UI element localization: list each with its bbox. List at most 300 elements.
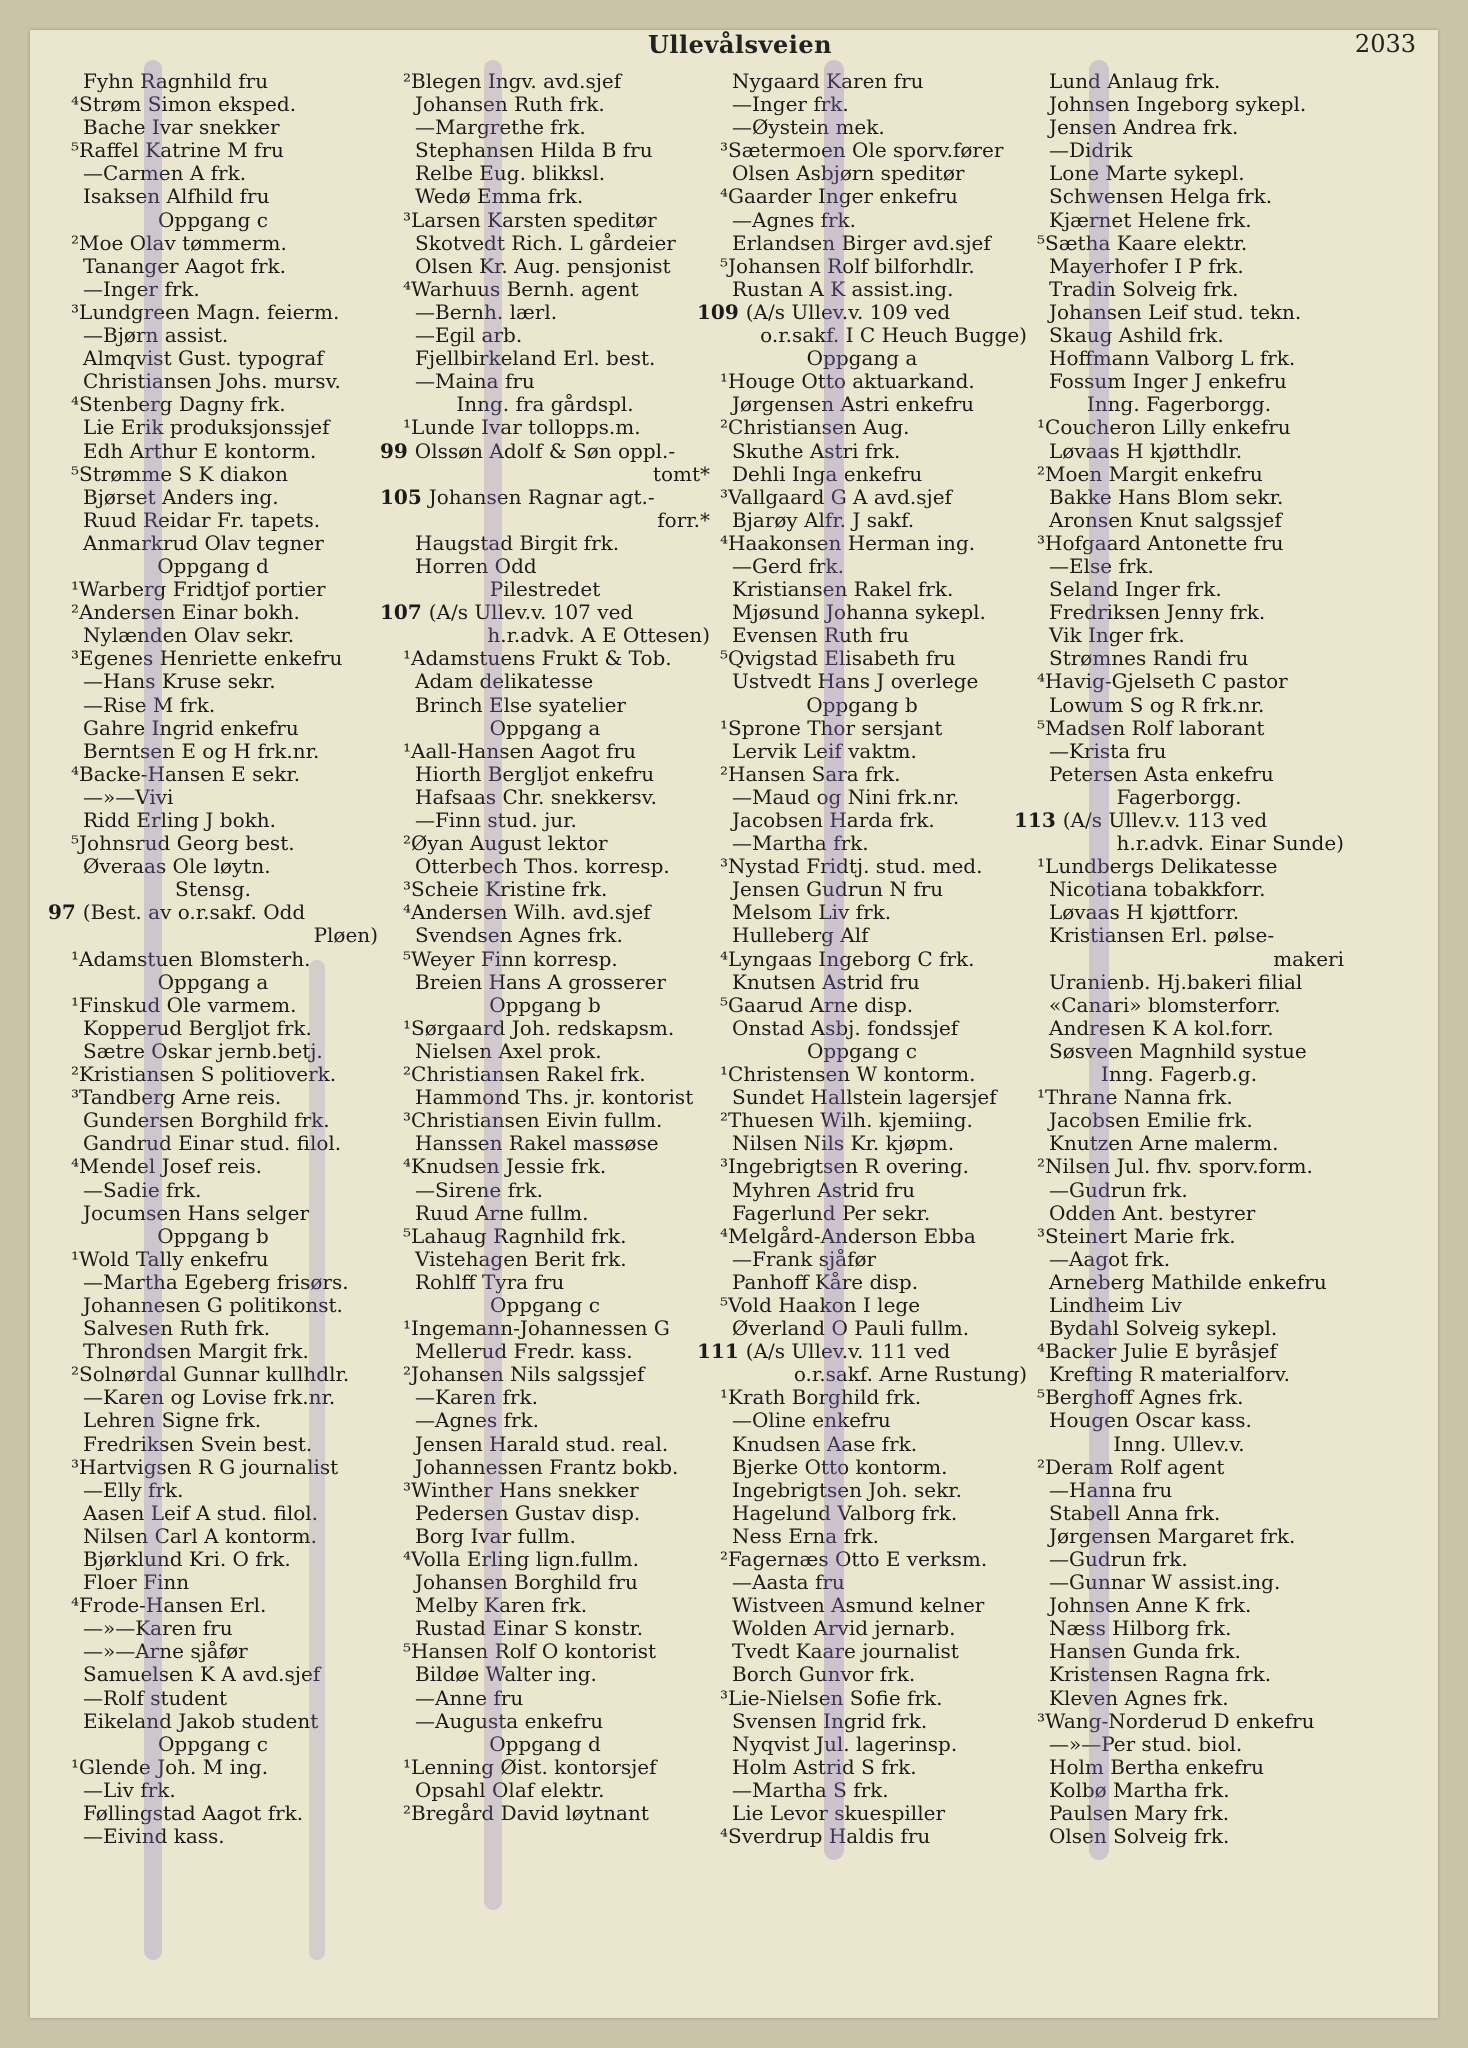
house-number-entry: [380, 486, 710, 509]
entry-text: Johannesen G politikonst.: [83, 1292, 343, 1317]
entry-text: Nilsen Jul. fhv. sporv.form.: [1045, 1154, 1313, 1179]
resident-entry: [380, 185, 710, 208]
house-number: 97: [48, 900, 83, 925]
resident-entry: [1014, 255, 1344, 278]
resident-entry: [697, 1086, 1027, 1109]
floor-marker: ³: [720, 484, 729, 509]
entry-text: Hougen Oscar kass.: [1049, 1408, 1252, 1433]
entry-text: —Eivind kass.: [83, 1824, 225, 1849]
resident-entry: [380, 855, 710, 878]
entry-text: Krefting R materialforv.: [1049, 1362, 1290, 1387]
resident-entry: [697, 1779, 1027, 1802]
resident-entry: [697, 1733, 1027, 1756]
entry-text: Moen Margit enkefru: [1045, 461, 1263, 486]
resident-entry: [1014, 1825, 1344, 1848]
resident-entry: [380, 1756, 710, 1779]
entry-text: Nicotiana tobakkforr.: [1049, 877, 1266, 902]
resident-entry: [48, 855, 378, 878]
entry-text: Løvaas H kjøtthdlr.: [1049, 438, 1243, 463]
resident-entry: [697, 601, 1027, 624]
entry-text: —Else frk.: [1049, 553, 1154, 578]
entry-text: Eikeland Jakob student: [83, 1708, 319, 1733]
resident-entry: [697, 1571, 1027, 1594]
entry-text: Knutzen Arne malerm.: [1049, 1131, 1279, 1156]
resident-entry: [48, 255, 378, 278]
entry-text: —Martha frk.: [732, 831, 869, 856]
entry-text: Relbe Eug. blikksl.: [415, 161, 606, 186]
entry-text: Gaarud Arne disp.: [728, 992, 914, 1017]
resident-entry: [380, 70, 710, 93]
resident-entry: [48, 624, 378, 647]
resident-entry: [1014, 209, 1344, 232]
resident-entry: [48, 1155, 378, 1178]
resident-entry: [1014, 1779, 1344, 1802]
entry-text: h.r.advk. Einar Sunde): [1116, 831, 1344, 856]
resident-entry: [48, 1687, 378, 1710]
entry-text: Andresen K A kol.forr.: [1049, 1015, 1274, 1040]
entry-text: Oppgang c: [158, 1731, 268, 1756]
entry-text: Oppgang b: [157, 1223, 269, 1248]
resident-entry: [697, 1502, 1027, 1525]
resident-entry: [697, 670, 1027, 693]
entry-text: Tvedt Kaare journalist: [732, 1639, 959, 1664]
entry-text: Jørgensen Margaret frk.: [1049, 1523, 1296, 1548]
entry-text: Thuesen Wilh. kjemiing.: [728, 1108, 973, 1133]
resident-entry: [697, 463, 1027, 486]
entry-text: Stephansen Hilda B fru: [415, 138, 653, 163]
resident-entry: [1014, 486, 1344, 509]
floor-marker: ⁴: [1037, 1339, 1046, 1364]
entry-text: Oppgang b: [806, 692, 918, 717]
resident-entry: [380, 1802, 710, 1825]
floor-marker: ³: [403, 207, 412, 232]
floor-marker: ³: [720, 854, 729, 879]
resident-entry: [697, 93, 1027, 116]
entry-text: Kristiansen S politioverk.: [79, 1062, 337, 1087]
floor-marker: ⁵: [403, 946, 412, 971]
resident-entry: [48, 740, 378, 763]
entry-text: tomt*: [652, 461, 710, 486]
resident-entry: [48, 1502, 378, 1525]
resident-entry: [1014, 647, 1344, 670]
resident-entry: [380, 209, 710, 232]
entry-text: Haakonsen Herman ing.: [728, 530, 976, 555]
resident-entry: [1014, 139, 1344, 162]
resident-entry: [380, 763, 710, 786]
entry-text: —Maud og Nini frk.nr.: [732, 784, 960, 809]
resident-entry: [697, 70, 1027, 93]
floor-marker: ³: [403, 1108, 412, 1133]
resident-entry: [380, 162, 710, 185]
resident-entry: [1014, 70, 1344, 93]
floor-marker: ²: [403, 1062, 412, 1087]
resident-entry: [697, 971, 1027, 994]
resident-entry: [48, 1802, 378, 1825]
resident-entry: [48, 278, 378, 301]
directory-column-1: [48, 70, 378, 1848]
entry-text: Houge Otto aktuarkand.: [728, 369, 975, 394]
resident-entry: [1014, 1456, 1344, 1479]
resident-entry: [380, 1363, 710, 1386]
entry-text: —Maina fru: [415, 369, 535, 394]
entry-text: —Margrethe frk.: [415, 115, 586, 140]
resident-entry: [48, 1086, 378, 1109]
resident-entry: [697, 162, 1027, 185]
floor-marker: ⁵: [720, 992, 729, 1017]
entry-text: Salvesen Ruth frk.: [83, 1316, 271, 1341]
floor-marker: ⁵: [1037, 230, 1046, 255]
entry-text: Johansen Ruth frk.: [415, 92, 605, 117]
entry-text: Andersen Wilh. avd.sjef: [411, 900, 651, 925]
resident-entry: [697, 532, 1027, 555]
entry-text: Vallgaard G A avd.sjef: [728, 484, 952, 509]
resident-entry: [697, 901, 1027, 924]
entry-text: Søsveen Magnhild systue: [1049, 1038, 1307, 1063]
resident-entry: [1014, 1040, 1344, 1063]
entry-text: Edh Arthur E kontorm.: [83, 438, 317, 463]
entry-text: Hagelund Valborg frk.: [732, 1500, 958, 1525]
entry-text: Johansen Ragnar agt.-: [428, 484, 655, 509]
resident-entry: [1014, 1548, 1344, 1571]
entry-text: Johnsen Ingeborg sykepl.: [1049, 92, 1307, 117]
resident-entry: [1014, 1294, 1344, 1317]
resident-entry: [697, 717, 1027, 740]
entry-text: —Egil arb.: [415, 323, 523, 348]
entry-text: Knutsen Astrid fru: [732, 969, 920, 994]
resident-entry: [1014, 1617, 1344, 1640]
entry-text: Gundersen Borghild frk.: [83, 1108, 330, 1133]
house-number: 109: [697, 299, 746, 324]
resident-entry: [48, 1248, 378, 1271]
resident-entry: [697, 1433, 1027, 1456]
entry-text: Hansen Rolf O kontorist: [411, 1639, 657, 1664]
resident-entry: [48, 1640, 378, 1663]
entry-text: Qvigstad Elisabeth fru: [728, 646, 956, 671]
resident-entry: [697, 1109, 1027, 1132]
entry-text: Bjørset Anders ing.: [83, 484, 279, 509]
entry-text: Oppgang a: [806, 346, 918, 371]
resident-entry: [697, 278, 1027, 301]
entrance-heading: [380, 994, 710, 1017]
resident-entry: [697, 370, 1027, 393]
entry-text: Sprone Thor sersjant: [728, 715, 943, 740]
resident-entry: [697, 1456, 1027, 1479]
entrance-heading: [48, 209, 378, 232]
entry-text: Erlandsen Birger avd.sjef: [732, 230, 991, 255]
resident-entry: [697, 832, 1027, 855]
entry-text: Christiansen Johs. mursv.: [83, 369, 341, 394]
resident-entry: [697, 1155, 1027, 1178]
resident-entry: [48, 1179, 378, 1202]
entry-text: Johansen Nils salgssjef: [411, 1362, 645, 1387]
entry-text: Bache Ivar snekker: [83, 115, 280, 140]
floor-marker: ⁵: [403, 1639, 412, 1664]
entry-text: —Martha Egeberg frisørs.: [83, 1269, 349, 1294]
resident-entry: [380, 255, 710, 278]
entry-text: Kolbø Martha frk.: [1049, 1777, 1230, 1802]
resident-entry: [48, 1294, 378, 1317]
entry-text: Rustad Einar S konstr.: [415, 1616, 644, 1641]
resident-entry: [380, 1525, 710, 1548]
resident-entry: [48, 763, 378, 786]
resident-entry: [48, 1617, 378, 1640]
resident-entry: [380, 1225, 710, 1248]
entrance-heading: [1014, 1433, 1344, 1456]
entrance-heading: [48, 1733, 378, 1756]
resident-entry: [48, 301, 378, 324]
entry-text: Johansen Rolf bilforhdlr.: [728, 253, 975, 278]
house-number: 99: [380, 438, 415, 463]
resident-entry: [1014, 1663, 1344, 1686]
resident-entry: [380, 924, 710, 947]
entrance-heading: [48, 1225, 378, 1248]
floor-marker: ³: [71, 1085, 80, 1110]
entrance-heading: [1014, 786, 1344, 809]
entry-text: Finskud Ole varmem.: [79, 992, 297, 1017]
resident-entry: [697, 185, 1027, 208]
entry-text: Holm Astrid S frk.: [732, 1754, 917, 1779]
entry-text: Seland Inger frk.: [1049, 577, 1222, 602]
resident-entry: [380, 1710, 710, 1733]
entry-text: Haugstad Birgit frk.: [415, 530, 620, 555]
resident-entry: [48, 948, 378, 971]
entry-text: Løvaas H kjøttforr.: [1049, 900, 1240, 925]
entry-text: Paulsen Mary frk.: [1049, 1801, 1230, 1826]
resident-entry: [1014, 901, 1344, 924]
resident-entry: [697, 647, 1027, 670]
entry-text: Stabell Anna frk.: [1049, 1500, 1221, 1525]
resident-entry: [48, 1040, 378, 1063]
resident-entry: [48, 370, 378, 393]
entry-text: —Bernh. lærl.: [415, 299, 558, 324]
entry-text: Hoffmann Valborg L frk.: [1049, 346, 1296, 371]
entrance-heading: [380, 578, 710, 601]
resident-entry: [1014, 1733, 1344, 1756]
entry-text: Bjerke Otto kontorm.: [732, 1454, 948, 1479]
entry-text: Nystad Fridtj. stud. med.: [728, 854, 983, 879]
resident-entry: [1014, 578, 1344, 601]
entry-text: Oppgang c: [807, 1038, 917, 1063]
resident-entry: [1014, 624, 1344, 647]
entrance-heading: [697, 1040, 1027, 1063]
resident-entry: [697, 1294, 1027, 1317]
floor-marker: ³: [1037, 1223, 1046, 1248]
resident-entry: [48, 1825, 378, 1848]
entry-text: Oppgang c: [490, 1292, 600, 1317]
floor-marker: ²: [720, 415, 729, 440]
resident-entry: [1014, 994, 1344, 1017]
resident-entry: [48, 1109, 378, 1132]
entry-text: Inng. Fagerb.g.: [1100, 1062, 1258, 1087]
floor-marker: ⁴: [71, 1154, 80, 1179]
resident-entry: [1014, 1155, 1344, 1178]
entry-text: (Best. av o.r.sakf. Odd: [82, 900, 306, 925]
entry-text: Øveraas Ole løytn.: [83, 854, 271, 879]
entry-text: Vistehagen Berit frk.: [415, 1246, 627, 1271]
entry-text: Schwensen Helga frk.: [1049, 184, 1273, 209]
floor-marker: ²: [1037, 1154, 1046, 1179]
entry-text: —»—Karen fru: [83, 1616, 233, 1641]
entry-text: —Gunnar W assist.ing.: [1049, 1570, 1281, 1595]
resident-entry: [1014, 717, 1344, 740]
entry-text: —Øystein mek.: [732, 115, 885, 140]
entry-text: Mjøsund Johanna sykepl.: [732, 600, 986, 625]
resident-entry: [1014, 1525, 1344, 1548]
resident-entry: [48, 1571, 378, 1594]
entry-text: Øyan August lektor: [411, 831, 608, 856]
entry-text: Jacobsen Harda frk.: [732, 808, 935, 832]
entry-text: makeri: [1273, 946, 1344, 971]
resident-entry: [380, 878, 710, 901]
resident-entry: [697, 1271, 1027, 1294]
entry-text: Kjærnet Helene frk.: [1049, 207, 1252, 232]
resident-entry: [48, 1386, 378, 1409]
floor-marker: ⁵: [71, 461, 80, 486]
entry-text: Opsahl Olaf elektr.: [415, 1777, 605, 1802]
floor-marker: ¹: [403, 1754, 412, 1779]
entry-continuation: [380, 509, 710, 532]
entry-text: Føllingstad Aagot frk.: [83, 1801, 304, 1826]
resident-entry: [697, 509, 1027, 532]
entry-continuation: [48, 924, 378, 947]
resident-entry: [697, 232, 1027, 255]
entry-text: Nilsen Carl A kontorm.: [83, 1523, 317, 1548]
resident-entry: [380, 1086, 710, 1109]
entry-text: Svendsen Agnes frk.: [415, 923, 623, 948]
resident-entry: [697, 1017, 1027, 1040]
entry-text: Lund Anlaug frk.: [1049, 69, 1221, 93]
entry-text: Hartvigsen R G journalist: [79, 1454, 339, 1479]
resident-entry: [380, 1571, 710, 1594]
entry-text: Næss Hilborg frk.: [1049, 1616, 1232, 1641]
floor-marker: ³: [403, 1477, 412, 1502]
entry-text: Fyhn Ragnhild fru: [83, 69, 269, 93]
entry-text: —Gudrun frk.: [1049, 1547, 1188, 1571]
resident-entry: [697, 1202, 1027, 1225]
entry-text: (A/s Ullev.v. 109 ved: [745, 299, 951, 324]
resident-entry: [1014, 878, 1344, 901]
entry-text: Sundet Hallstein lagersjef: [732, 1085, 997, 1110]
entry-text: Nilsen Nils Kr. kjøpm.: [732, 1131, 955, 1156]
floor-marker: ³: [720, 1685, 729, 1710]
floor-marker: ⁵: [71, 138, 80, 163]
entry-text: Lyngaas Ingeborg C frk.: [728, 946, 975, 971]
entry-text: Lunde Ivar tollopps.m.: [411, 415, 641, 440]
floor-marker: ⁴: [720, 1824, 729, 1849]
entry-text: Glende Joh. M ing.: [79, 1754, 269, 1779]
entry-text: Hiorth Bergljot enkefru: [415, 761, 655, 786]
resident-entry: [48, 670, 378, 693]
entry-text: —Liv frk.: [83, 1777, 176, 1802]
entry-text: Rustan A K assist.ing.: [732, 276, 954, 301]
entry-text: forr.*: [657, 507, 710, 532]
entry-text: —Rise M frk.: [83, 692, 216, 717]
entry-text: Floer Finn: [83, 1570, 190, 1595]
resident-entry: [380, 1409, 710, 1432]
floor-marker: ⁴: [403, 1154, 412, 1179]
resident-entry: [48, 1271, 378, 1294]
entry-text: Mayerhofer I P frk.: [1049, 253, 1244, 278]
resident-entry: [1014, 763, 1344, 786]
resident-entry: [48, 185, 378, 208]
resident-entry: [48, 1132, 378, 1155]
resident-entry: [1014, 1317, 1344, 1340]
resident-entry: [48, 463, 378, 486]
entry-text: Berntsen E og H frk.nr.: [83, 738, 320, 763]
resident-entry: [380, 1340, 710, 1363]
directory-column-2: [380, 70, 710, 1825]
resident-entry: [380, 1317, 710, 1340]
floor-marker: ³: [1037, 1708, 1046, 1733]
entrance-heading: [697, 694, 1027, 717]
resident-entry: [1014, 1086, 1344, 1109]
house-number-entry: [1014, 809, 1344, 832]
floor-marker: ¹: [1037, 1085, 1046, 1110]
floor-marker: ¹: [720, 1062, 729, 1087]
entry-text: Bakke Hans Blom sekr.: [1049, 484, 1284, 509]
house-number-entry: [380, 440, 710, 463]
floor-marker: ¹: [720, 1385, 729, 1410]
resident-entry: [380, 647, 710, 670]
resident-entry: [1014, 463, 1344, 486]
floor-marker: ⁴: [71, 392, 80, 417]
floor-marker: ³: [71, 1454, 80, 1479]
resident-entry: [380, 324, 710, 347]
entry-text: Christiansen Eivin fullm.: [411, 1108, 663, 1133]
resident-entry: [697, 578, 1027, 601]
entry-text: Krath Borghild frk.: [728, 1385, 922, 1410]
floor-marker: ⁴: [403, 1547, 412, 1571]
entry-text: Hofgaard Antonette fru: [1045, 530, 1284, 555]
resident-entry: [697, 878, 1027, 901]
resident-entry: [380, 1502, 710, 1525]
entry-text: Stensg.: [175, 877, 251, 902]
resident-entry: [48, 347, 378, 370]
floor-marker: ¹: [403, 646, 412, 671]
resident-entry: [380, 1132, 710, 1155]
entry-text: Ruud Reidar Fr. tapets.: [83, 507, 321, 532]
entry-text: Skaug Ashild frk.: [1049, 323, 1224, 348]
house-number: 107: [380, 600, 429, 625]
entry-text: (A/s Ullev.v. 111 ved: [745, 1339, 951, 1364]
entry-text: Larsen Karsten speditør: [411, 207, 657, 232]
resident-entry: [48, 994, 378, 1017]
resident-entry: [1014, 971, 1344, 994]
entry-text: Madsen Rolf laborant: [1045, 715, 1265, 740]
resident-entry: [697, 624, 1027, 647]
entry-text: Onstad Asbj. fondssjef: [732, 1015, 959, 1040]
resident-entry: [48, 1202, 378, 1225]
resident-entry: [697, 1548, 1027, 1571]
entry-text: Lahaug Ragnhild frk.: [411, 1223, 627, 1248]
resident-entry: [48, 162, 378, 185]
resident-entry: [697, 209, 1027, 232]
entry-text: Sverdrup Haldis fru: [728, 1824, 931, 1849]
entry-text: Oppgang a: [489, 715, 601, 740]
entry-text: Fredriksen Svein best.: [83, 1431, 313, 1456]
entry-text: Ingebrigtsen R overing.: [728, 1154, 969, 1179]
resident-entry: [1014, 1179, 1344, 1202]
entry-text: Tananger Aagot frk.: [83, 253, 286, 278]
resident-entry: [697, 1825, 1027, 1848]
resident-entry: [380, 532, 710, 555]
resident-entry: [697, 924, 1027, 947]
entry-text: Thrane Nanna frk.: [1045, 1085, 1233, 1110]
entry-text: Evensen Ruth fru: [732, 623, 910, 648]
resident-entry: [697, 139, 1027, 162]
entry-text: Hammond Ths. jr. kontorist: [415, 1085, 694, 1110]
entrance-heading: [48, 971, 378, 994]
